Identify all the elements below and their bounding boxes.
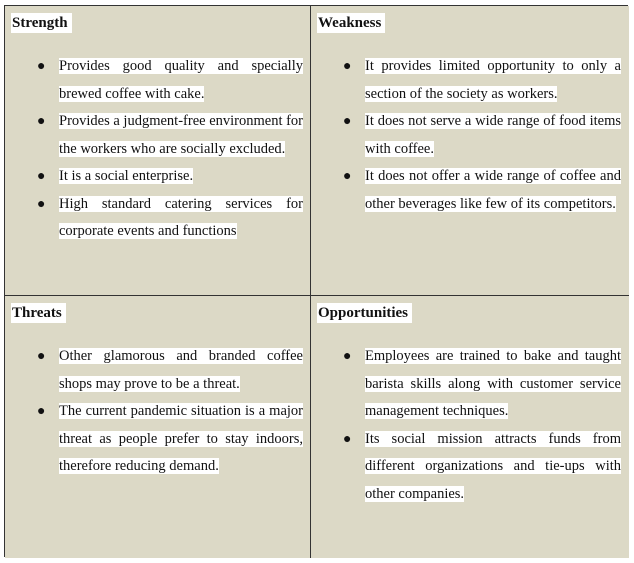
strength-list <box>11 53 304 246</box>
bullet-icon: ● <box>37 59 46 74</box>
strength-cell <box>5 6 311 296</box>
bullet-icon: ● <box>37 169 46 184</box>
bullet-icon: ● <box>37 349 46 364</box>
strength-point-2: Provides a judgment-free environment for the workers who are socially excluded. <box>59 113 304 157</box>
opportunities-point-2: Its social mission attracts funds from different organizations and tie-ups with other companies. <box>365 430 621 502</box>
opportunities-list <box>317 343 623 508</box>
strength-point-3: It is a social enterprise. <box>59 168 194 184</box>
opportunities-cell <box>311 296 629 558</box>
bullet-icon: ● <box>343 349 352 364</box>
bullet-icon: ● <box>343 169 352 184</box>
bullet-icon: ● <box>343 431 352 447</box>
list-item <box>11 53 304 108</box>
weakness-point-3: It does not offer a wide range of coffee and other beverages like few of its competitors. <box>365 168 621 212</box>
list-item <box>317 343 623 426</box>
weakness-list <box>317 53 623 218</box>
list-item <box>317 426 623 509</box>
strength-point-1: Provides good quality and specially brewed coffee with cake. <box>59 58 303 102</box>
list-item <box>317 53 623 108</box>
strength-heading: Strength <box>11 13 72 33</box>
weakness-cell <box>311 6 629 296</box>
list-item <box>317 108 623 163</box>
strength-point-4: High standard catering services for corporate events and functions <box>59 195 303 239</box>
threats-cell <box>5 296 311 558</box>
threats-list <box>11 343 304 481</box>
opportunities-heading: Opportunities <box>317 303 412 323</box>
opportunities-point-1: Employees are trained to bake and taught barista skills along with customer service management techniques. <box>365 348 621 419</box>
weakness-point-1: It provides limited opportunity to only a section of the society as workers. <box>365 58 621 102</box>
weakness-point-2: It does not serve a wide range of food items with coffee. <box>365 113 621 157</box>
list-item <box>11 343 304 398</box>
bullet-icon: ● <box>343 114 352 129</box>
bullet-icon: ● <box>37 404 46 419</box>
list-item <box>11 163 304 191</box>
bullet-icon: ● <box>37 114 46 129</box>
threats-point-1: Other glamorous and branded coffee shops may prove to be a threat. <box>59 348 303 392</box>
threats-heading: Threats <box>11 303 66 323</box>
list-item <box>11 108 304 163</box>
weakness-heading: Weakness <box>317 13 385 33</box>
threats-point-2: The current pandemic situation is a major threat as people prefer to stay indoors, therefore reducing demand. <box>59 403 303 474</box>
bullet-icon: ● <box>37 196 46 212</box>
list-item <box>11 191 304 246</box>
list-item <box>317 163 623 218</box>
swot-table <box>4 5 628 557</box>
list-item <box>11 398 304 481</box>
bullet-icon: ● <box>343 59 352 74</box>
